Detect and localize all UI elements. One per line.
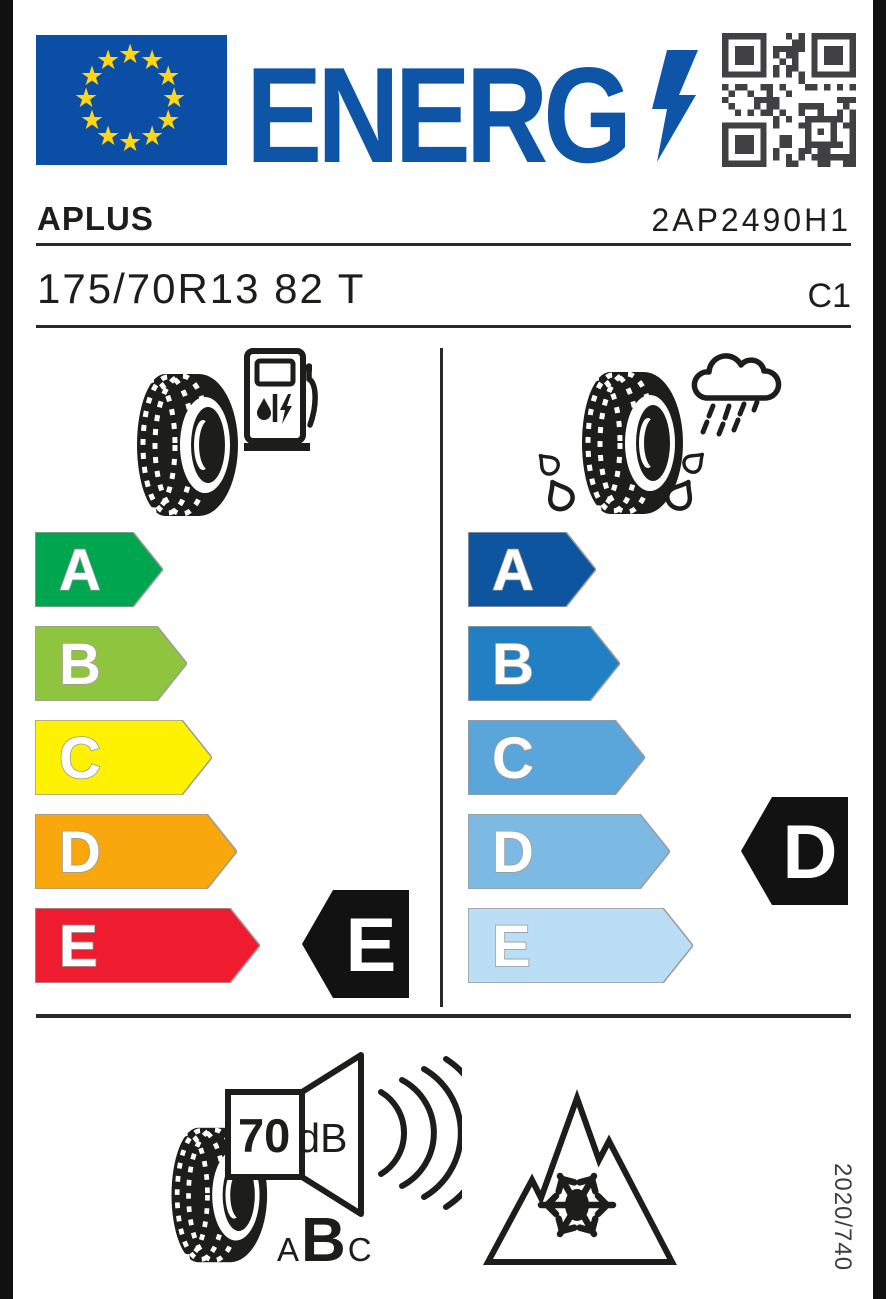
- class-arrow-a: [468, 532, 596, 607]
- label-right-border: [873, 0, 886, 1299]
- noise-value-group: [238, 1109, 348, 1162]
- class-arrow-c: [35, 720, 212, 795]
- noise-class-c: C: [347, 1231, 372, 1268]
- water-splash-icon: [528, 448, 718, 516]
- eu-star-icon: ★: [156, 61, 181, 91]
- class-arrow-e: [468, 908, 693, 983]
- header-divider-line: [36, 243, 851, 246]
- column-divider-line: [440, 348, 443, 1007]
- eu-star-icon: ★: [96, 44, 121, 75]
- eu-star-icon: ★: [118, 39, 143, 69]
- energy-logo-text: ENERG: [246, 39, 628, 191]
- eu-star-icon: ★: [118, 127, 143, 157]
- brand-name: APLUS: [37, 200, 154, 237]
- eu-star-icon: ★: [79, 61, 105, 91]
- class-letter: A: [492, 538, 534, 603]
- wet-rating-letter: D: [782, 810, 838, 895]
- class-arrow-e: [35, 908, 260, 983]
- eu-flag-icon: [36, 35, 227, 165]
- tire-class: C1: [807, 277, 851, 315]
- class-arrow-d: [35, 814, 237, 889]
- class-letter: C: [492, 726, 534, 791]
- noise-unit: dB: [297, 1115, 348, 1161]
- eu-star-icon: ★: [156, 105, 181, 135]
- sound-waves-icon: [381, 1059, 462, 1207]
- wet-grip-rating-indicator: [741, 797, 848, 905]
- eu-star-icon: ★: [140, 121, 165, 152]
- class-arrow-b: [468, 626, 620, 701]
- class-arrow-b: [35, 626, 187, 701]
- eu-star-icon: ★: [74, 83, 99, 113]
- class-arrow-d: [468, 814, 670, 889]
- size-divider-line: [36, 325, 851, 328]
- eu-star-icon: ★: [140, 44, 165, 75]
- class-letter: B: [59, 632, 101, 697]
- bottom-section-divider-line: [36, 1014, 851, 1018]
- tire-type-code: 2AP2490H1: [651, 202, 851, 238]
- class-letter: B: [492, 632, 534, 697]
- class-letter: E: [492, 914, 531, 979]
- class-letter: E: [59, 914, 98, 979]
- class-letter: C: [59, 726, 101, 791]
- noise-class-a: A: [277, 1231, 300, 1268]
- class-arrow-a: [35, 532, 163, 607]
- qr-code: [722, 33, 856, 167]
- label-left-border: [0, 0, 13, 1299]
- eu-star-icon: ★: [96, 121, 121, 152]
- class-arrow-c: [468, 720, 645, 795]
- fuel-pump-icon: [244, 348, 324, 452]
- fuel-efficiency-rating-indicator: [302, 890, 409, 998]
- eu-star-icon: ★: [162, 83, 187, 113]
- noise-class-letters: [277, 1206, 372, 1275]
- class-letter: D: [59, 820, 101, 885]
- tire-size-designation: 175/70R13 82 T: [37, 265, 366, 312]
- noise-value: 70: [238, 1109, 291, 1162]
- snowflake-mountain-icon: [482, 1088, 678, 1266]
- rain-cloud-icon: [683, 346, 783, 438]
- lightning-bolt-icon: [652, 50, 698, 162]
- tire-icon-fuel: [128, 370, 240, 520]
- regulation-reference: 2020/740: [829, 1163, 856, 1272]
- class-letter: D: [492, 820, 534, 885]
- noise-class-rating: B: [301, 1206, 346, 1275]
- fuel-rating-letter: E: [345, 903, 397, 988]
- class-letter: A: [59, 538, 101, 603]
- eu-star-icon: ★: [79, 105, 105, 135]
